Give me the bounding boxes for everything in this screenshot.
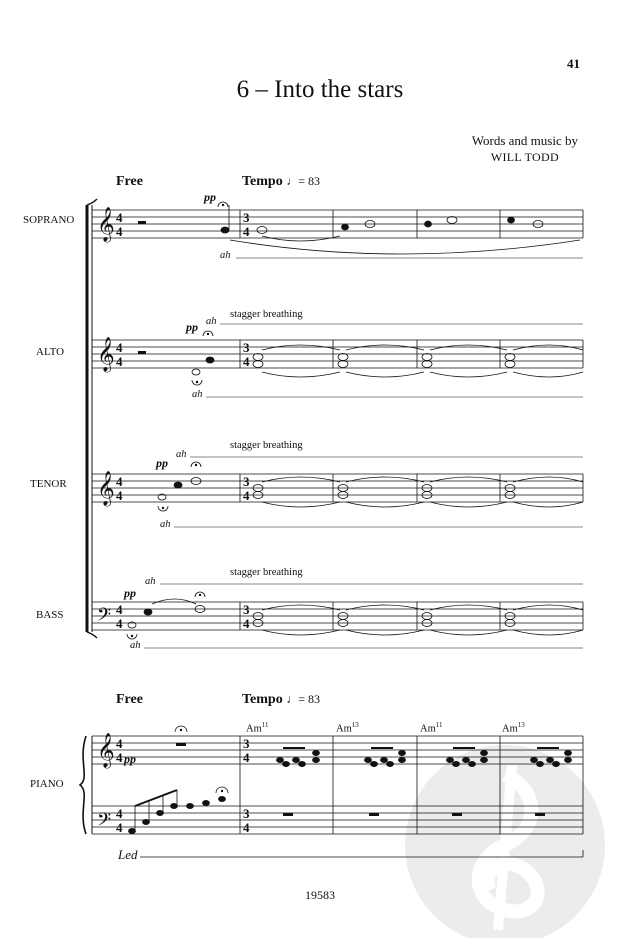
- svg-text:4: 4: [116, 750, 123, 765]
- svg-text:4: 4: [116, 616, 123, 631]
- dynamic-pp-alto: pp: [186, 320, 198, 334]
- svg-text:4: 4: [116, 340, 123, 355]
- tempo-bpm: = 83: [298, 174, 320, 188]
- part-label-bass: BASS: [36, 609, 64, 621]
- dynamic-pp-tenor: pp: [156, 456, 168, 470]
- free-marking-piano: Free: [116, 692, 143, 707]
- quarter-note-icon: ♩: [286, 692, 299, 706]
- svg-text:4: 4: [116, 224, 123, 239]
- direction-stagger-tenor: stagger breathing: [230, 440, 303, 451]
- svg-text:3: 3: [243, 736, 250, 751]
- svg-text:4: 4: [116, 806, 123, 821]
- svg-text:3: 3: [243, 602, 250, 617]
- part-label-alto: ALTO: [36, 346, 65, 358]
- treble-clef-icon: 𝄞: [97, 208, 115, 241]
- free-marking: Free: [116, 174, 143, 189]
- pedal-mark: Led: [118, 847, 138, 862]
- svg-text:4: 4: [116, 602, 123, 617]
- part-label-tenor: TENOR: [30, 478, 67, 490]
- svg-text:4: 4: [243, 488, 250, 503]
- composer-name: WILL TODD: [490, 150, 559, 164]
- svg-text:4: 4: [243, 820, 250, 835]
- chord-symbol: Am$^{13}$: [336, 721, 359, 735]
- treble-clef-icon: 𝄞: [97, 338, 115, 371]
- svg-text:4: 4: [243, 224, 250, 239]
- direction-stagger-alto: stagger breathing: [230, 309, 303, 320]
- part-label-piano: PIANO: [30, 778, 64, 790]
- svg-text:4: 4: [243, 354, 250, 369]
- quarter-note-icon: ♩: [286, 174, 299, 188]
- lyric-bass-upper: ah: [145, 576, 156, 587]
- svg-text:4: 4: [116, 488, 123, 503]
- lyric-soprano: ah: [220, 250, 231, 261]
- lyric-bass-lower: ah: [130, 640, 141, 651]
- staff-alto: [92, 340, 583, 368]
- credit-line: Words and music by: [471, 133, 578, 148]
- svg-text:3: 3: [243, 340, 250, 355]
- page-number: 41: [567, 56, 580, 71]
- svg-text:4: 4: [116, 354, 123, 369]
- chord-symbol: Am$^{11}$: [246, 721, 269, 735]
- svg-text:4: 4: [116, 210, 123, 225]
- staff-bass: [92, 602, 583, 630]
- tempo-bpm-piano: = 83: [298, 692, 320, 706]
- lyric-alto-lower: ah: [192, 389, 203, 400]
- svg-text:4: 4: [243, 750, 250, 765]
- svg-text:4: 4: [116, 736, 123, 751]
- svg-text:3: 3: [243, 806, 250, 821]
- svg-text:3: 3: [243, 210, 250, 225]
- svg-text:4: 4: [243, 616, 250, 631]
- footer-code: 19583: [305, 888, 335, 902]
- staff-soprano: [92, 210, 583, 238]
- treble-clef-icon: 𝄞: [97, 734, 115, 767]
- lyric-tenor-upper: ah: [176, 449, 187, 460]
- lyric-alto-upper: ah: [206, 316, 217, 327]
- watermark-logo: [405, 745, 605, 938]
- bass-clef-icon: 𝄢: [97, 604, 112, 629]
- svg-text:4: 4: [116, 820, 123, 835]
- choir-barlines: [240, 210, 583, 630]
- direction-stagger-bass: stagger breathing: [230, 567, 303, 578]
- svg-text:4: 4: [116, 474, 123, 489]
- dynamic-pp-piano: pp: [124, 752, 136, 766]
- tempo-label-piano: Tempo: [242, 692, 283, 707]
- chord-symbol: Am$^{13}$: [502, 721, 525, 735]
- tempo-label: Tempo: [242, 174, 283, 189]
- svg-text:3: 3: [243, 474, 250, 489]
- part-label-soprano: SOPRANO: [23, 214, 75, 226]
- treble-clef-icon: 𝄞: [97, 472, 115, 505]
- dynamic-pp-bass: pp: [124, 586, 136, 600]
- lyric-tenor-lower: ah: [160, 519, 171, 530]
- dynamic-pp-soprano: pp: [204, 190, 216, 204]
- chord-symbol: Am$^{11}$: [420, 721, 443, 735]
- piece-title: 6 – Into the stars: [236, 76, 404, 103]
- bass-clef-icon: 𝄢: [97, 809, 112, 834]
